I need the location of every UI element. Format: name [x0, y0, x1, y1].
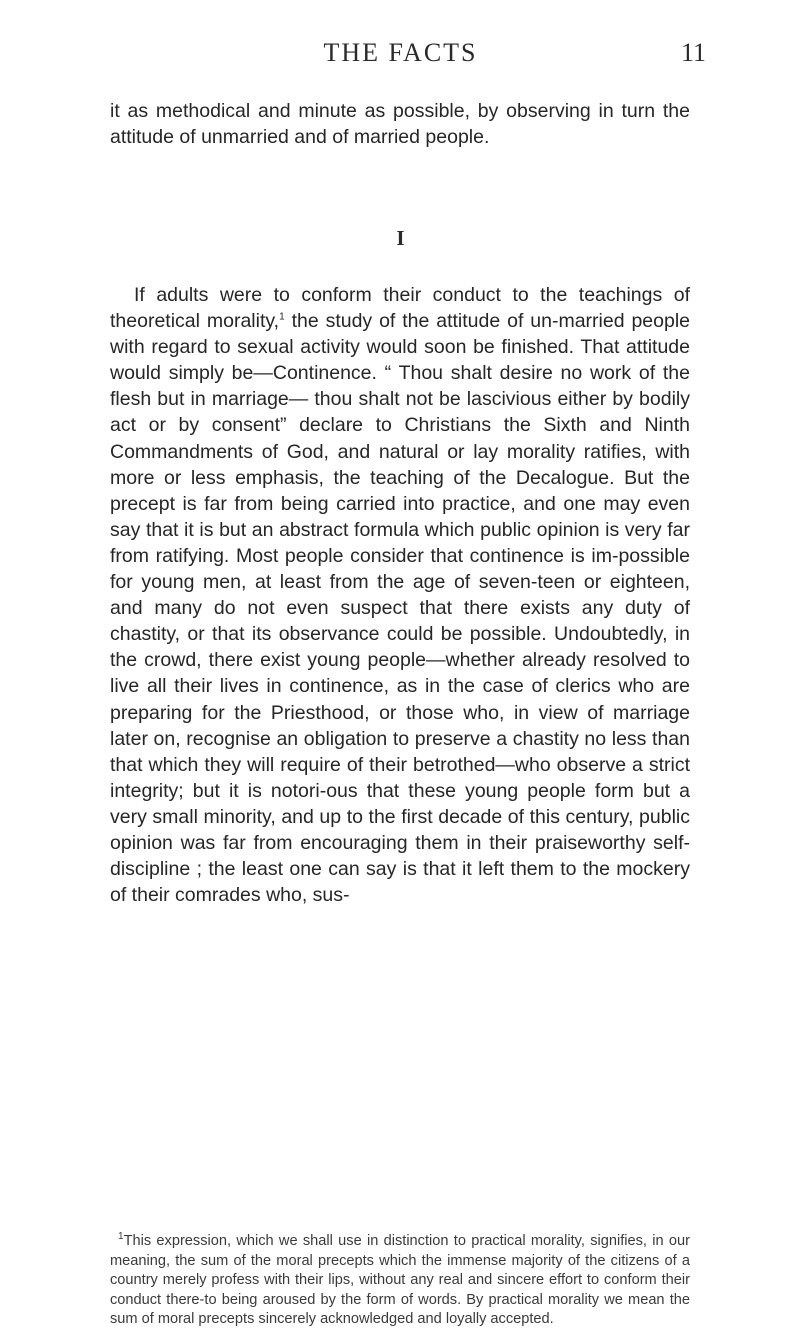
footnote-marker: 1	[118, 1231, 124, 1243]
running-head	[0, 38, 801, 78]
page-number: 11	[680, 38, 706, 67]
footnote-reference: 1	[279, 311, 285, 323]
main-paragraph-rest: the study of the attitude of un-married people with regard to sexual activity would soon be finished. That attitude would simply be—Continence. “ Thou shalt desire no work of the flesh but in marriage— thou shalt not be lascivious either by bodily act or by consent” declare to Christians the Sixth and Ninth Commandments of God, and natural or lay morality ratifies, with more or less emphasis, the teaching of the Decalogue. But the precept is far from being carried into practice, and one may even say that it is but an abstract formula which public opinion is very far from ratifying. Most people consider that continence is im-possible for young men, at least from the age of seven-teen or eighteen, and many do not even suspect that there exists any duty of chastity, or that its observance could be possible. Undoubtedly, in the crowd, there exist young people—whether already resolved to live all their lives in continence, as in the case of clerics who are preparing for the Priesthood, or those who, in view of marriage later on, recognise an obligation to preserve a chastity no less than that which they will require of their betrothed—who observe a strict integrity; but it is notori-ous that these young people form but a very small minority, and up to the first decade of this century, public opinion was far from encouraging them in their praiseworthy self-discipline ; the least one can say is that it left them to the mockery of their comrades who, sus-	[110, 310, 690, 907]
main-paragraph-lead: If adults were to conform their conduct to the teachings of theoretical morality,	[110, 284, 690, 333]
footnote	[110, 1232, 690, 1330]
section-numeral: I	[396, 226, 405, 250]
running-title: THE FACTS	[323, 38, 478, 67]
intro-paragraph: it as methodical and minute as possible, by observing in turn the attitude of unmarried and of married people.	[110, 100, 690, 149]
footnote-text: This expression, which we shall use in distinction to practical morality, signifies, in our meaning, the sum of the moral precepts which the immense majority of the citizens of a country merely profess with their lips, without any real and sincere effort to conform their conduct there-to being aroused by the form of words. By practical morality we mean the sum of moral precepts sincerely acknowledged and loyally accepted.	[110, 1233, 690, 1328]
main-paragraph	[110, 282, 690, 908]
